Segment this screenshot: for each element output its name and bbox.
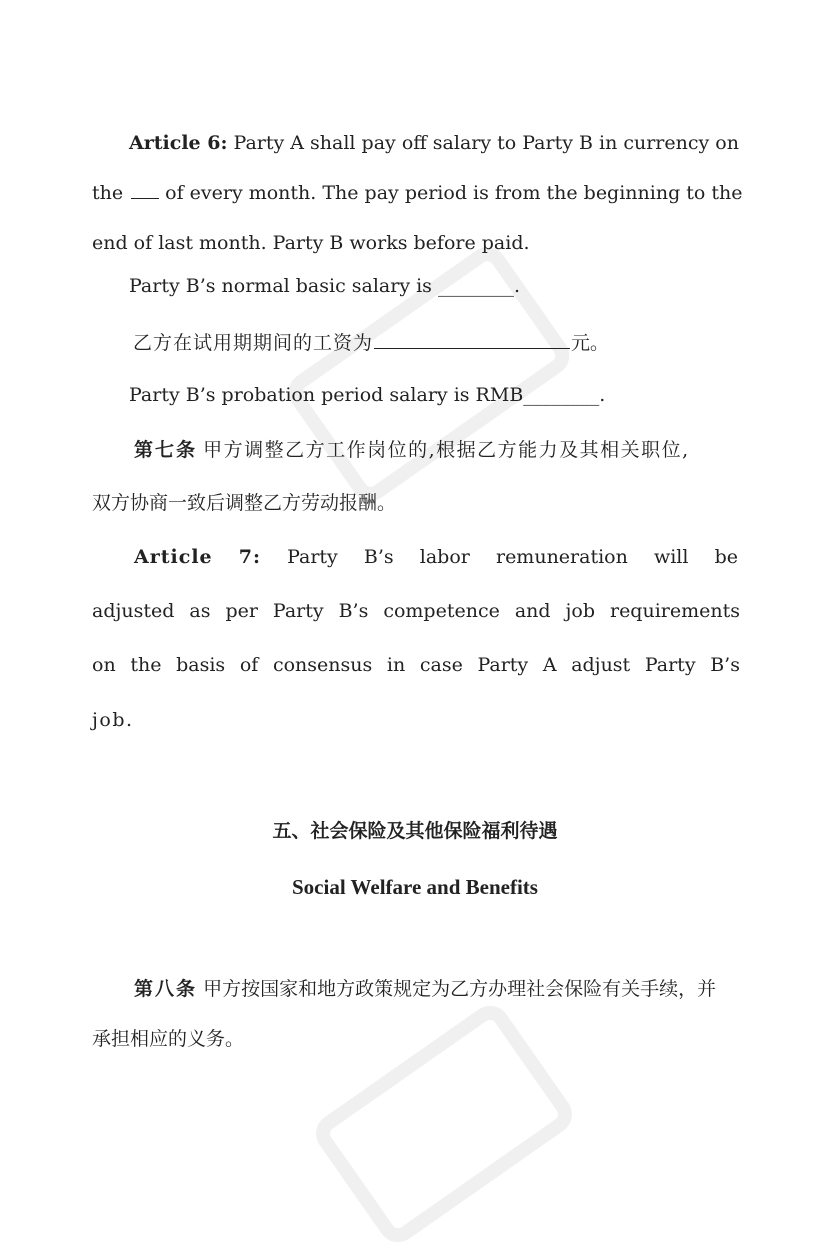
article7-en-word: the [130,654,162,676]
article6-line1-text: Party A shall pay off salary to Party B in currency on [233,132,739,154]
article8-cn-label: 第八条 [134,978,198,1000]
article7-en-word: case [419,654,463,676]
article6-line2-text: of every month. The pay period is from the beginning to the [165,182,743,204]
article7-en-word: per [225,600,258,622]
article6-line2-start: the [92,182,124,204]
article6-line2 [92,180,743,206]
article7-en-word: as [189,600,211,622]
article7-en-word: Party [644,654,696,676]
article7-en-word: be [714,546,738,568]
article7-en-word: Article [134,546,213,568]
article7-en-word: Party [287,546,338,568]
article6-line3: end of last month. Party B works before paid. [92,232,530,254]
article7-en-word: in [386,654,406,676]
article8-cn-line1 [134,976,716,1002]
section5-title-cn: 五、社会保险及其他保险福利待遇 [272,820,558,842]
probation-salary-blank [374,328,570,349]
article6-label: Article 6: [129,132,228,154]
article7-en-word: Party [272,600,324,622]
article7-en-line2 [92,598,740,624]
article8-cn-line2: 承担相应的义务。 [92,1028,245,1050]
section5-title-en: Social Welfare and Benefits [292,875,538,899]
article8-cn-text: 甲方按国家和地方政策规定为乙方办理社会保险有关手续，并 [203,978,717,1000]
article7-en-word: 7: [238,546,261,568]
watermark-shape [308,998,580,1250]
article7-en-line1 [134,544,738,570]
article7-cn-line2: 双方协商一致后调整乙方劳动报酬。 [92,492,397,514]
article7-en-word: Party [477,654,529,676]
article7-en-word: on [92,654,116,676]
article7-en-word: of [239,654,259,676]
article7-en-word: B’s [363,546,394,568]
article7-cn-label: 第七条 [134,439,198,461]
probation-cn-unit: 元。 [571,332,610,354]
article7-en-word: requirements [609,600,740,622]
article7-en-word: B’s [338,600,369,622]
article7-en-word: remuneration [495,546,628,568]
article7-cn-text: 甲方调整乙方工作岗位的,根据乙方能力及其相关职位, [203,439,690,461]
article7-cn-line1 [134,437,690,463]
basic-salary-line: Party B’s normal basic salary is ________. [129,275,521,297]
article7-en-word: job [565,600,596,622]
article7-en-word: adjusted [92,600,175,622]
article7-en-word: basis [176,654,226,676]
probation-salary-cn [133,328,609,356]
probation-salary-en: Party B’s probation period salary is RMB________. [129,384,606,406]
article7-en-word: consensus [272,654,373,676]
article6-line1 [129,130,739,156]
article7-en-line4: job. [92,709,134,731]
article7-en-word: and [514,600,551,622]
article7-en-word: competence [383,600,500,622]
probation-cn-text: 乙方在试用期期间的工资为 [133,332,374,354]
article7-en-line3 [92,652,740,678]
article7-en-word: B’s [710,654,740,676]
pay-day-blank [131,180,159,199]
article7-en-word: adjust [571,654,631,676]
article7-en-word: A [542,654,557,676]
article7-en-word: will [653,546,689,568]
article7-en-word: labor [419,546,470,568]
